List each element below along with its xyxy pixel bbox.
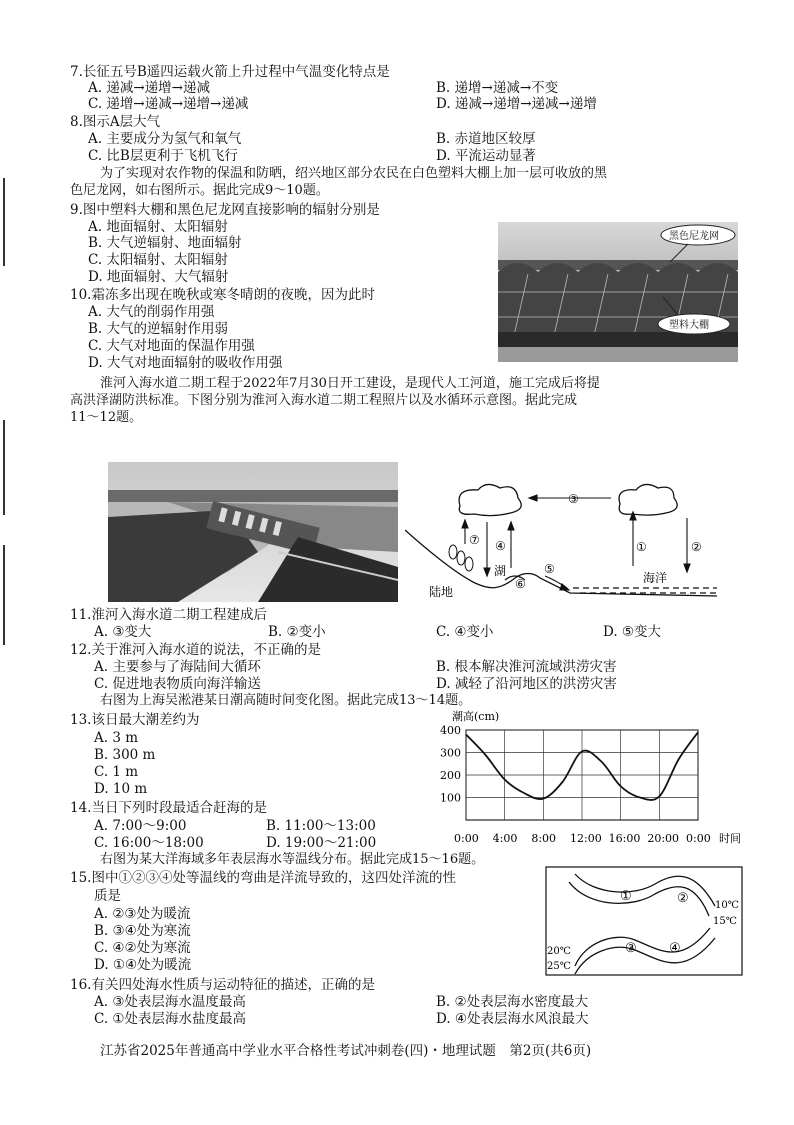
tide-y-tick: 400	[440, 724, 461, 737]
q7-option-c: C. 递增→递减→递增→递减	[88, 96, 249, 112]
q13-option-d: D. 10 m	[94, 781, 148, 797]
q14-option-d: D. 19:00～21:00	[266, 835, 377, 851]
arrow-2-label: ②	[691, 540, 702, 554]
q15-stem-line1: 15.图中①②③④处等温线的弯曲是洋流导致的，这四处洋流的性	[70, 870, 456, 886]
page-footer: 江苏省2025年普通高中学业水平合格性考试冲刺卷(四)・地理试题 第2页(共6页)	[100, 1043, 592, 1059]
isotherm-10c: 10℃	[715, 900, 739, 911]
tent-label: 塑料大棚	[669, 320, 709, 331]
q12-option-b: B. 根本解决淮河流域洪涝灾害	[436, 659, 617, 675]
q15-option-d: D. ①④处为暖流	[94, 957, 192, 973]
isotherm-point-1: ①	[620, 889, 632, 904]
q11-option-c: C. ④变小	[436, 624, 494, 640]
q7-stem: 7.长征五号B遥四运载火箭上升过程中气温变化特点是	[70, 64, 390, 80]
q16-option-d: D. ④处表层海水风浪最大	[436, 1011, 589, 1027]
q14-option-c: C. 16:00～18:00	[94, 835, 204, 851]
q8-option-a: A. 主要成分为氢气和氧气	[88, 131, 242, 147]
isotherm-illustration	[545, 866, 745, 978]
tide-y-tick: 100	[440, 791, 461, 805]
isotherm-20c: 20℃	[547, 946, 571, 957]
q14-stem: 14.当日下列时段最适合赶海的是	[70, 800, 267, 816]
intro-11-12-line1: 淮河入海水道二期工程于2022年7月30日开工建设，是现代人工河道，施工完成后将提	[100, 376, 600, 391]
q11-option-d: D. ⑤变大	[603, 624, 662, 640]
isotherm-point-2: ②	[677, 891, 689, 906]
q15-stem-line2: 质是	[94, 888, 121, 904]
tide-x-tick: 0:00	[686, 832, 711, 845]
arrow-5-label: ⑤	[544, 562, 555, 576]
tide-x-tick: 8:00	[531, 832, 557, 845]
intro-9-10-line2: 色尼龙网，如右图所示。据此完成9～10题。	[70, 183, 329, 198]
isotherm-diagram	[545, 866, 745, 978]
q10-stem: 10.霜冻多出现在晚秋或寒冬晴朗的夜晚，因为此时	[70, 287, 375, 303]
intro-13-14: 右图为上海吴淞港某日潮高随时间变化图。据此完成13～14题。	[100, 693, 472, 708]
q7-option-b: B. 递增→递减→不变	[436, 80, 559, 96]
q7-option-d: D. 递减→递增→递减→递增	[436, 96, 597, 112]
isotherm-25c: 25℃	[547, 961, 571, 972]
waterway-photo	[108, 462, 398, 602]
greenhouse-illustration	[498, 222, 738, 362]
tide-x-tick: 12:00	[570, 832, 602, 845]
water-cycle-illustration	[405, 478, 723, 603]
q12-option-a: A. 主要参与了海陆间大循环	[94, 659, 261, 675]
waterway-illustration	[108, 462, 398, 602]
q10-option-c: C. 大气对地面的保温作用强	[88, 338, 255, 354]
isotherm-point-3: ③	[625, 941, 637, 956]
ocean-label: 海洋	[643, 571, 668, 585]
q9-option-b: B. 大气逆辐射、地面辐射	[88, 235, 242, 251]
q8-option-c: C. 比B层更利于飞机飞行	[88, 148, 238, 164]
q14-option-a: A. 7:00～9:00	[94, 818, 187, 834]
q10-option-a: A. 大气的削弱作用强	[88, 304, 215, 320]
arrow-3-label: ③	[568, 492, 579, 506]
q16-option-b: B. ②处表层海水密度最大	[436, 994, 589, 1010]
tide-chart-svg	[430, 708, 760, 850]
q11-stem: 11.淮河入海水道二期工程建成后	[70, 607, 267, 623]
q13-option-a: A. 3 m	[94, 730, 139, 746]
binding-edge-mark	[3, 545, 5, 645]
q16-option-c: C. ①处表层海水盐度最高	[94, 1011, 247, 1027]
q15-option-a: A. ②③处为暖流	[94, 906, 191, 922]
tide-y-axis-label: 潮高(cm)	[452, 710, 500, 723]
q12-option-c: C. 促进地表物质向海洋输送	[94, 676, 261, 692]
tide-x-tick: 0:00	[454, 832, 479, 845]
q13-stem: 13.该日最大潮差约为	[70, 712, 200, 728]
binding-edge-mark	[3, 420, 5, 515]
tide-x-axis-label: 时间	[719, 832, 741, 845]
q8-stem: 8.图示A层大气	[70, 114, 161, 130]
q13-option-c: C. 1 m	[94, 764, 139, 780]
q12-option-d: D. 减轻了沿河地区的洪涝灾害	[436, 676, 617, 692]
land-label: 陆地	[429, 585, 454, 599]
q8-option-d: D. 平流运动显著	[436, 148, 536, 164]
arrow-4-label: ④	[495, 539, 506, 553]
net-label: 黑色尼龙网	[669, 231, 719, 242]
intro-11-12-line2: 高洪泽湖防洪标准。下图分别为淮河入海水道二期工程照片以及水循环示意图。据此完成	[70, 393, 578, 408]
greenhouse-photo	[498, 222, 738, 362]
arrow-6-label: ⑥	[515, 577, 526, 591]
q9-option-c: C. 太阳辐射、太阳辐射	[88, 252, 228, 268]
intro-11-12-line3: 11～12题。	[70, 410, 143, 425]
arrow-1-label: ①	[636, 540, 647, 554]
water-cycle-diagram	[405, 478, 723, 603]
tide-chart	[430, 708, 760, 850]
tide-x-tick: 4:00	[492, 832, 518, 845]
q7-option-a: A. 递减→递增→递减	[88, 80, 210, 96]
tide-y-tick: 200	[440, 769, 461, 782]
tide-x-tick: 20:00	[647, 832, 680, 845]
q8-option-b: B. 赤道地区较厚	[436, 131, 536, 147]
tide-x-tick: 16:00	[608, 832, 641, 845]
q13-option-b: B. 300 m	[94, 747, 156, 763]
q10-option-b: B. 大气的逆辐射作用弱	[88, 321, 229, 337]
q12-stem: 12.关于淮河入海水道的说法，不正确的是	[70, 642, 321, 658]
q16-option-a: A. ③处表层海水温度最高	[94, 994, 246, 1010]
tide-y-tick: 300	[440, 746, 461, 760]
intro-15-16: 右图为某大洋海域多年表层海水等温线分布。据此完成15～16题。	[100, 852, 485, 867]
intro-9-10-line1: 为了实现对农作物的保温和防晒，绍兴地区部分农民在白色塑料大棚上加一层可收放的黑	[100, 166, 608, 181]
q9-option-d: D. 地面辐射、大气辐射	[88, 269, 229, 285]
arrow-7-label: ⑦	[469, 533, 480, 547]
lake-label: 湖	[494, 564, 507, 578]
q10-option-d: D. 大气对地面辐射的吸收作用强	[88, 355, 283, 371]
q15-option-c: C. ④②处为寒流	[94, 940, 191, 956]
binding-edge-mark	[3, 178, 5, 266]
q11-option-a: A. ③变大	[94, 624, 152, 640]
isotherm-point-4: ④	[669, 941, 681, 956]
q14-option-b: B. 11:00～13:00	[266, 818, 376, 834]
q15-option-b: B. ③④处为寒流	[94, 923, 191, 939]
q9-stem: 9.图中塑料大棚和黑色尼龙网直接影响的辐射分别是	[70, 202, 380, 218]
q16-stem: 16.有关四处海水性质与运动特征的描述，正确的是	[70, 977, 375, 993]
isotherm-15c: 15℃	[713, 916, 737, 927]
q11-option-b: B. ②变小	[268, 624, 326, 640]
q9-option-a: A. 地面辐射、太阳辐射	[88, 219, 228, 235]
